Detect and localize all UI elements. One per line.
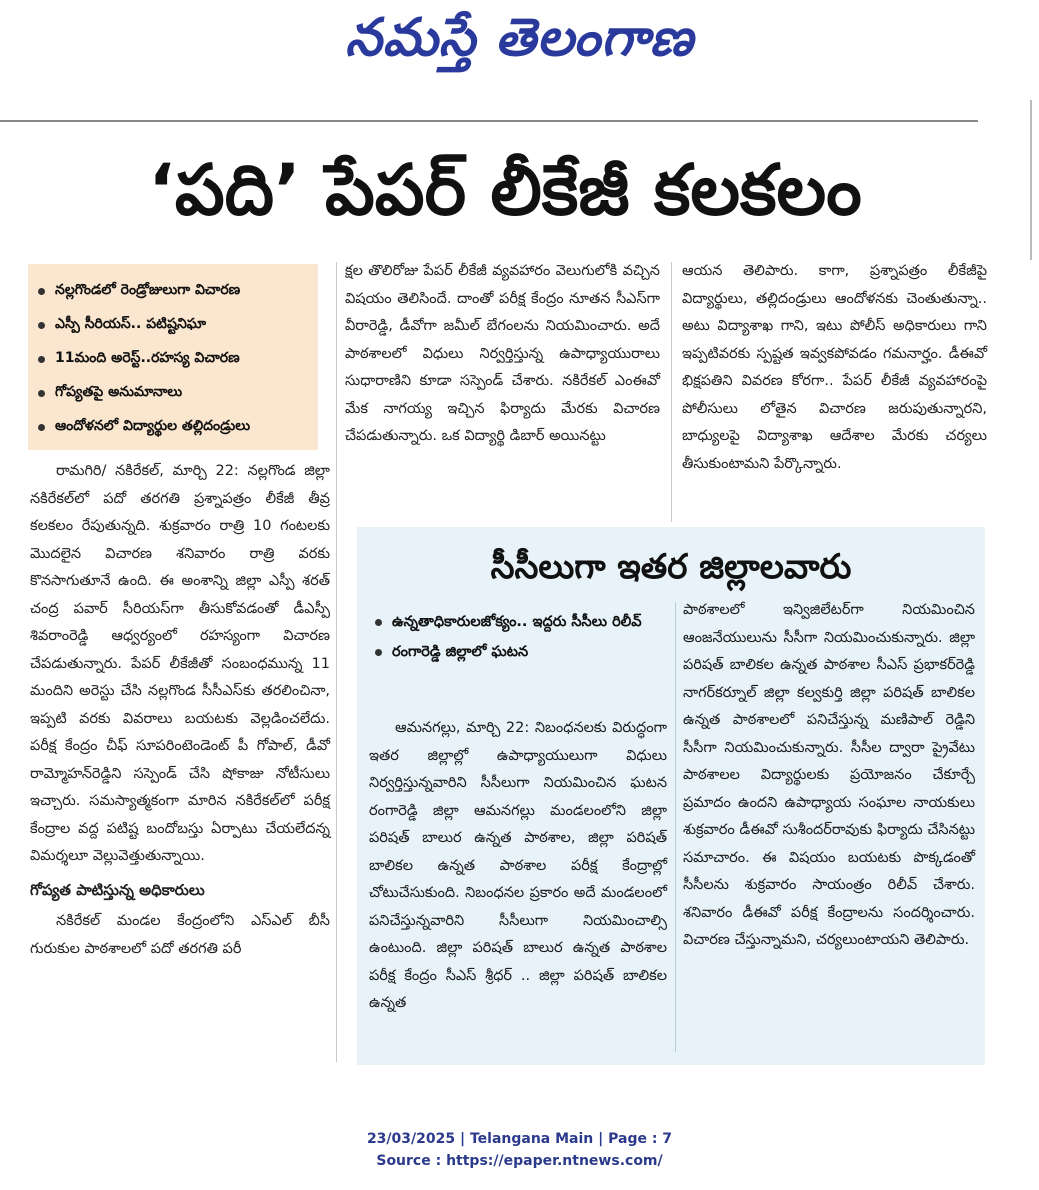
sidebar-headline: సీసీలుగా ఇతర జిల్లాలవారు [490,547,852,587]
highlight-text: 11మంది అరెస్ట్..రహస్య విచారణ [55,349,240,366]
source-link[interactable]: Source : https://epaper.ntnews.com/ [376,1153,663,1169]
page-edge-line [1030,100,1032,260]
bullet-icon [375,619,382,626]
highlight-text: ఆందోళనలో విద్యార్థుల తల్లిదండ్రులు [55,417,251,434]
article-paragraph: రామగిరి/ నకిరేకల్, మార్చి 22: నల్లగొండ జిల్లా నకిరేకల్‌లో పదో తరగతి ప్రశ్నాపత్రం లీకేజీ తీవ్ర కలకలం రేపుతున్నది. శుక్రవారం రాత్రి 10 గంటలకు మొదలైన విచారణ శనివారం రాత్రి వరకు కొనసాగుతూనే ఉంది. ఈ అంశాన్ని జిల్లా ఎస్పీ శరత్ చంద్ర పవార్ సీరియస్‌గా తీసుకోవడంతో డీఎస్పీ శివరాంరెడ్డి ఆధ్వర్యంలో రహస్యంగా విచారణ చేపడుతున్నారు. పేపర్ లీకేజీతో సంబంధమున్న 11 మందిని అరెస్టు చేసి నల్లగొండ సీసీఎస్‌కు తరలించినా, ఇప్పటి వరకు వివరాలు బయటకు వెల్లడించలేదు. పరీక్ష కేంద్రం చీఫ్ సూపరింటెండెంట్ పీ గోపాల్, డీవో రామ్మోహన్‌రెడ్డిని సస్పెండ్ చేసి షోకాజు నోటీసులు ఇచ్చారు. సమస్యాత్మకంగా మారిన నకిరేకల్‌లో పరీక్ష కేంద్రాల వద్ద పటిష్ట బందోబస్తు ఏర్పాటు చేయలేదన్న విమర్శలూ వెల్లువెత్తుతున్నాయి. [30,463,330,864]
masthead [0,0,1039,110]
highlight-text: ఎస్పీ సీరియస్.. పటిష్టనిఘా [55,315,207,332]
sidebar-highlight-text: ఉన్నతాధికారులజోక్యం.. ఇద్దరు సీసీలు రిలీవ్ [392,614,642,630]
bullet-icon [38,390,45,397]
sidebar-highlight-item [375,609,675,635]
highlight-item [38,308,310,342]
highlight-text: గోప్యతపై అనుమానాలు [55,383,183,400]
sidebar-column-left [369,715,667,1018]
highlight-text: నల్లగొండలో రెండ్రోజులుగా విచారణ [55,281,241,298]
highlight-item [38,410,310,444]
article-headline: ‘పది’ పేపర్ లీకేజీ కలకలం [148,149,862,231]
article-paragraph: క్షల తొలిరోజు పేపర్ లీకేజీ వ్యవహారం వెలుగులోకి వచ్చిన విషయం తెలిసిందే. దాంతో పరీక్ష కేంద్రం నూతన సీఎస్‌గా వీరారెడ్డి, డీవోగా జమీల్ బేగంలను నియమించారు. అదే పాఠశాలలో విధులు నిర్వర్తిస్తున్న ఉపాధ్యాయురాలు సుధారాణిని కూడా సస్పెండ్ చేశారు. నకిరేకల్ ఎంఈవో మేక నాగయ్య ఇచ్చిన ఫిర్యాదు మేరకు విచారణ చేపడుతున్నారు. ఒక విద్యార్థి డిబార్ అయినట్టు [345,263,660,444]
article-column-1 [30,458,330,963]
page-footer [0,1128,1039,1172]
bullet-icon [375,649,382,656]
article-column-3 [682,258,987,478]
sidebar-highlight-text: రంగారెడ్డి జిల్లాలో ఘటన [392,644,529,660]
bullet-icon [38,322,45,329]
bullet-icon [38,288,45,295]
newspaper-logo: నమస్తే తెలంగాణ [345,8,694,68]
highlight-item [38,342,310,376]
bullet-icon [38,424,45,431]
bullet-icon [38,356,45,363]
article-paragraph: నకిరేకల్ మండల కేంద్రంలోని ఎస్‌ఎల్ బీసీ గురుకుల పాఠశాలలో పదో తరగతి పరీ [30,913,330,957]
highlight-item [38,376,310,410]
sidebar-paragraph: ఆమనగల్లు, మార్చి 22: నిబంధనలకు విరుద్ధంగా ఇతర జిల్లాల్లో ఉపాధ్యాయులుగా విధులు నిర్వర్తిస్తున్నవారిని సీసీలుగా నియమించిన ఘటన రంగారెడ్డి జిల్లా ఆమనగల్లు మండలంలోని జిల్లా పరిషత్ బాలుర ఉన్నత పాఠశాల, జిల్లా పరిషత్ బాలికల ఉన్నత పాఠశాల పరీక్ష కేంద్రాల్లో చోటుచేసుకుంది. నిబంధనల ప్రకారం అదే మండలంలో పనిచేస్తున్నవారిని సీసీలుగా నియమించాల్సి ఉంటుంది. జిల్లా పరిషత్ బాలుర ఉన్నత పాఠశాల పరీక్ష కేంద్రం సీఎస్ శ్రీధర్ .. జిల్లా పరిషత్ బాలికల ఉన్నత [369,720,667,1011]
article-subhead: గోప్యత పాటిస్తున్న అధికారులు [30,880,205,899]
sidebar-column-divider [675,602,676,1052]
sidebar-highlight-item [375,639,675,665]
article-column-2 [345,258,660,451]
column-divider [336,262,337,1062]
article-paragraph: ఆయన తెలిపారు. కాగా, ప్రశ్నాపత్రం లీకేజీపై విద్యార్థులు, తల్లిదండ్రులు ఆందోళనకు చెంతుతున్నా.. అటు విద్యాశాఖ గాని, ఇటు పోలీస్ అధికారులు గాని ఇప్పటివరకు స్పష్టత ఇవ్వకపోవడం గమనార్హం. డీఈవో భిక్షపతిని వివరణ కోరగా.. పేపర్ లీకేజీ వ్యవహారంపై పోలీసులు లోతైన విచారణ జరుపుతున్నారని, బాధ్యులపై విద్యాశాఖ ఆదేశాల మేరకు చర్యలు తీసుకుంటామని పేర్కొన్నారు. [682,263,987,472]
sidebar-paragraph: పాఠశాలలో ఇన్విజిలేటర్‌గా నియమించిన ఆంజనేయులును సీసీగా నియమించుకున్నారు. జిల్లా పరిషత్ బాలికల ఉన్నత పాఠశాల సీఎస్ ప్రభాకర్‌రెడ్డి నాగర్‌కర్నూల్ జిల్లా కల్వకుర్తి జిల్లా పరిషత్ బాలికల ఉన్నత పాఠశాలలో పనిచేస్తున్న మణిపాల్ రెడ్డిని సీసీగా నియమించుకున్నారు. సీసీల ద్వారా ప్రైవేటు పాఠశాలల విద్యార్థులకు ప్రయోజనం చేకూర్చే ప్రమాదం ఉందని ఉపాధ్యాయ సంఘాల నాయకులు శుక్రవారం డీఈవో సుశీందర్‌రావుకు ఫిర్యాదు చేసినట్టు సమాచారం. ఈ విషయం బయటకు పొక్కడంతో సీసీలను శుక్రవారం సాయంత్రం రిలీవ్ చేశారు. శనివారం డీఈవో పరీక్ష కేంద్రాలను సందర్శించారు. విచారణ చేస్తున్నామని, చర్యలుంటాయని తెలిపారు. [683,602,975,948]
highlights-box [28,264,318,450]
edition-info: 23/03/2025 | Telangana Main | Page : 7 [366,1131,673,1147]
sidebar-highlights [375,609,675,669]
sidebar-article [357,527,985,1065]
highlight-item [38,274,310,308]
masthead-divider [0,120,978,122]
column-divider [671,262,672,522]
sidebar-column-right [683,597,975,955]
